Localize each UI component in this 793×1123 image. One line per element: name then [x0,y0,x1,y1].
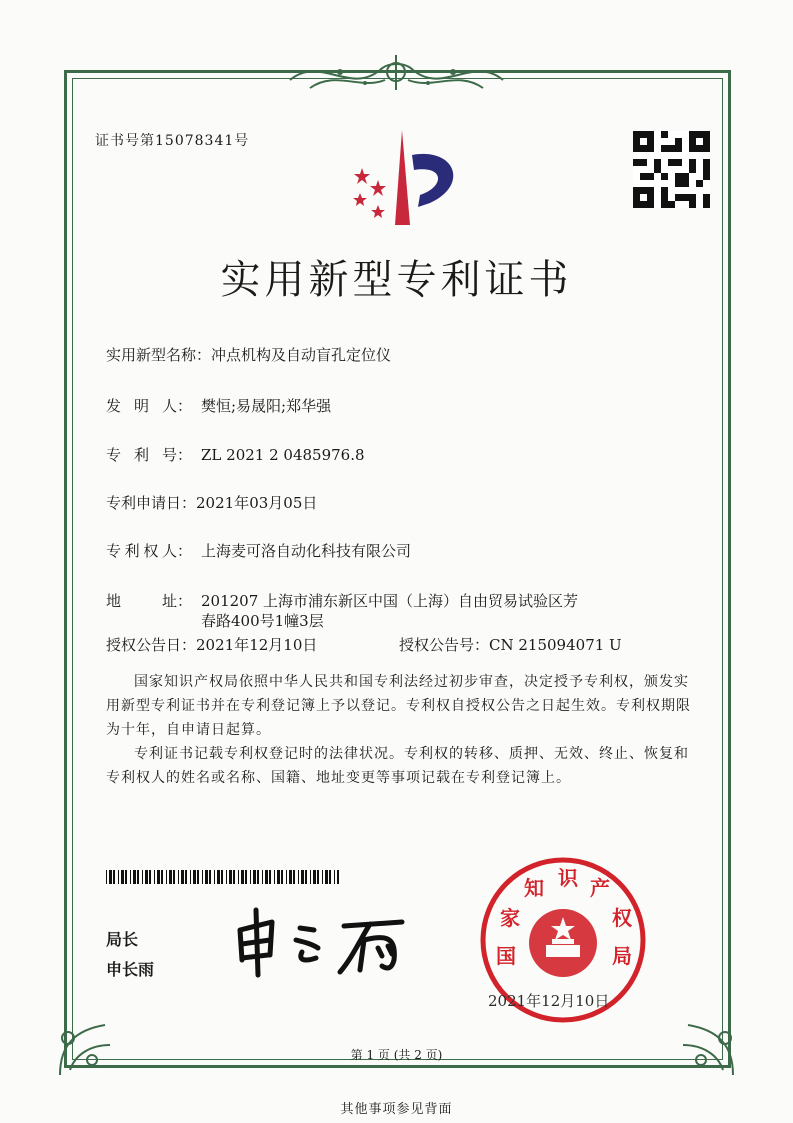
page-number: 第 1 页 (共 2 页) [350,1048,443,1062]
field-patentee [106,540,411,562]
svg-text:识: 识 [558,866,578,890]
field-grant-number [399,634,622,656]
bottom-right-ornament-icon [663,1000,743,1080]
field-value: 2021年03月05日 [196,494,318,512]
signatory-block [106,925,154,985]
svg-text:产: 产 [590,876,610,900]
field-patent-number [106,444,365,466]
field-grant-date [106,634,317,656]
field-label: 发 明 人： [106,397,192,415]
certificate-body [106,670,692,790]
field-label: 地 址： [106,592,192,610]
signatory-name: 申长雨 [106,960,155,979]
field-label: 实用新型名称： [106,346,212,364]
field-value: 樊恒;易晟阳;郑华强 [201,397,332,415]
svg-text:局: 局 [612,944,632,968]
cnipa-logo-icon [340,125,470,230]
certificate-number: 证书号第15078341号 [95,133,250,149]
svg-text:国: 国 [496,944,516,968]
qr-code-icon [633,131,710,208]
top-ornament-icon [280,50,513,100]
body-paragraph: 专利证书记载专利权登记时的法律状况。专利权的转移、质押、无效、终止、恢复和专利权人的姓名或名称、国籍、地址变更等事项记载在专利登记簿上。 [106,746,689,786]
barcode-icon [106,870,339,884]
field-label: 专 利 权 人： [106,542,192,560]
field-address-line2: 春路400号1幢3层 [201,612,324,630]
svg-text:权: 权 [612,906,632,930]
field-address [106,590,578,612]
body-paragraph: 国家知识产权局依照中华人民共和国专利法经过初步审查，决定授予专利权，颁发实用新型专利证书并在专利登记簿上予以登记。专利权自授权公告之日起生效。专利权期限为十年，自申请日起算。 [106,674,691,738]
field-label: 授权公告号： [399,636,490,654]
field-value: ZL 2021 2 0485976.8 [201,446,365,464]
signatory-title: 局长 [106,930,139,949]
field-inventors [106,395,331,417]
handwritten-signature-icon [232,900,412,980]
bottom-left-ornament-icon [50,1000,130,1080]
seal-date: 2021年12月10日 [488,992,610,1010]
field-utility-model-name [106,344,391,366]
field-label: 专 利 号： [106,446,192,464]
field-value: 冲点机构及自动盲孔定位仪 [211,346,392,364]
svg-text:家: 家 [500,906,520,930]
field-value: CN 215094071 U [489,636,622,654]
field-label: 专利申请日： [106,494,197,512]
svg-text:知: 知 [524,876,544,900]
certificate-title: 实用新型专利证书 [220,257,573,303]
field-value: 201207 上海市浦东新区中国（上海）自由贸易试验区芳 [201,592,579,610]
field-value: 2021年12月10日 [196,636,318,654]
field-label: 授权公告日： [106,636,197,654]
footer-note: 其他事项参见背面 [340,1102,453,1117]
field-filing-date [106,492,317,514]
field-value: 上海麦可洛自动化科技有限公司 [201,542,412,560]
